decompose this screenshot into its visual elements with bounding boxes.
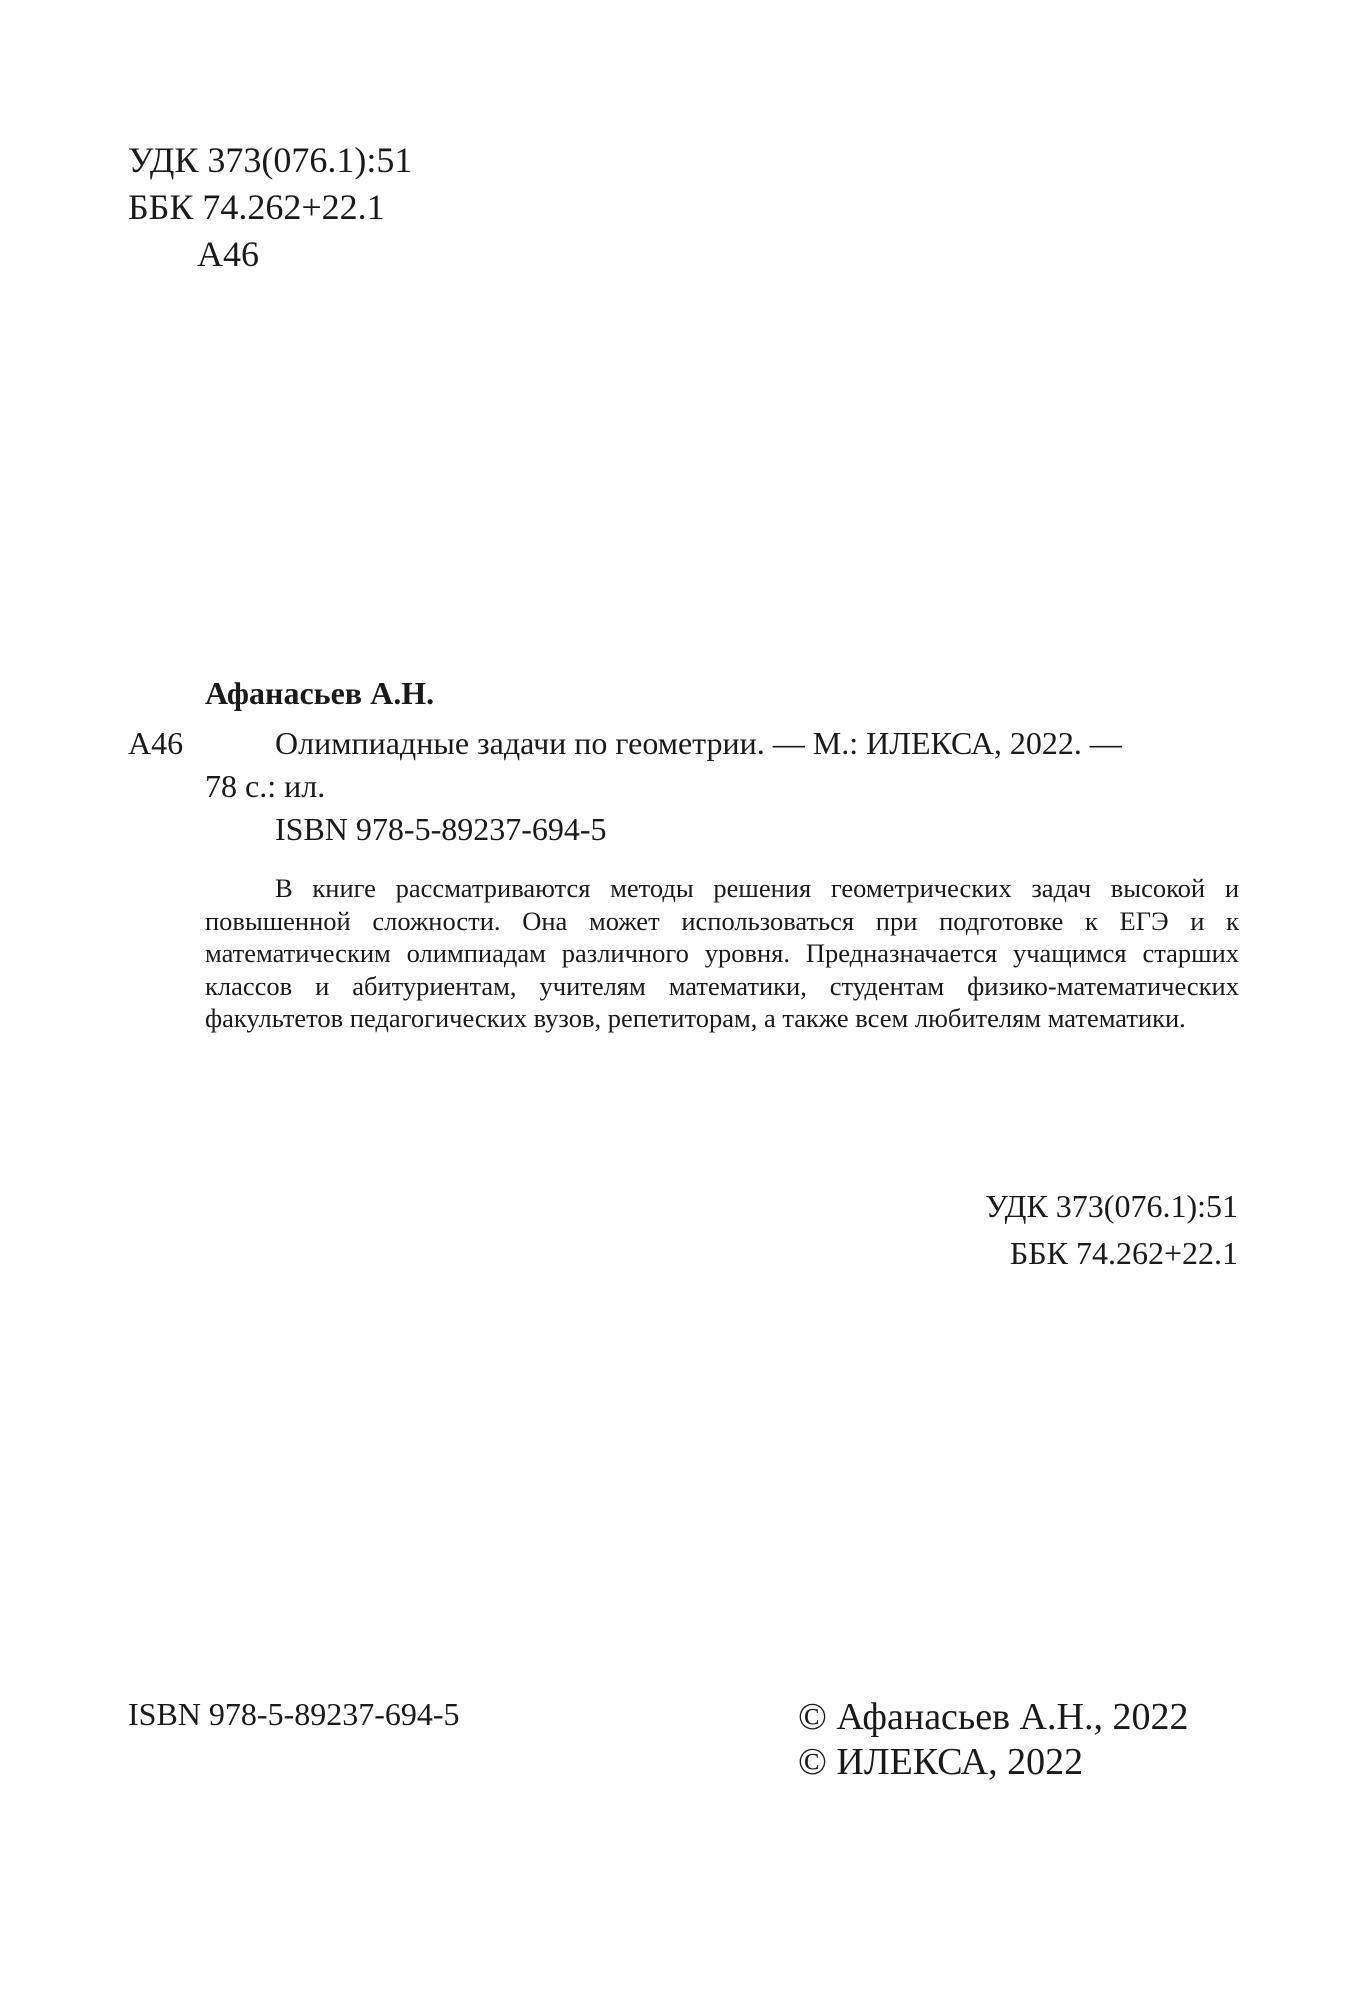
header-bbk: ББК 74.262+22.1 <box>128 187 385 227</box>
header-author-code: А46 <box>197 234 259 274</box>
record-author-code: А46 <box>128 725 184 761</box>
record-author: Афанасьев А.Н. <box>205 675 435 711</box>
header-udk: УДК 373(076.1):51 <box>128 140 413 180</box>
classification-udk: УДК 373(076.1):51 <box>985 1188 1238 1224</box>
copyright-publisher: © ИЛЕКСА, 2022 <box>798 1741 1084 1783</box>
copyright-author: © Афанасьев А.Н., 2022 <box>798 1696 1189 1738</box>
annotation-text: В книге рассматриваются методы решения геометрических задач высокой и повышенной сложности. Она может использоваться при подготовке к ЕГЭ и к математическим олимпиадам различного уровня. Предназначается учащимся старших классов и абитуриентам, учителям математики, студентам физико-математических факультетов педагогических вузов, репетиторам, а также всем любителям математики. <box>205 873 1239 1033</box>
record-isbn: ISBN 978-5-89237-694-5 <box>275 811 607 847</box>
record-description-line-1: Олимпиадные задачи по геометрии. — М.: ИЛЕКСА, 2022. — <box>275 725 1122 761</box>
classification-bbk: ББК 74.262+22.1 <box>1009 1235 1238 1271</box>
record-description-line-2: 78 с.: ил. <box>205 768 326 804</box>
footer-isbn: ISBN 978-5-89237-694-5 <box>128 1696 460 1732</box>
